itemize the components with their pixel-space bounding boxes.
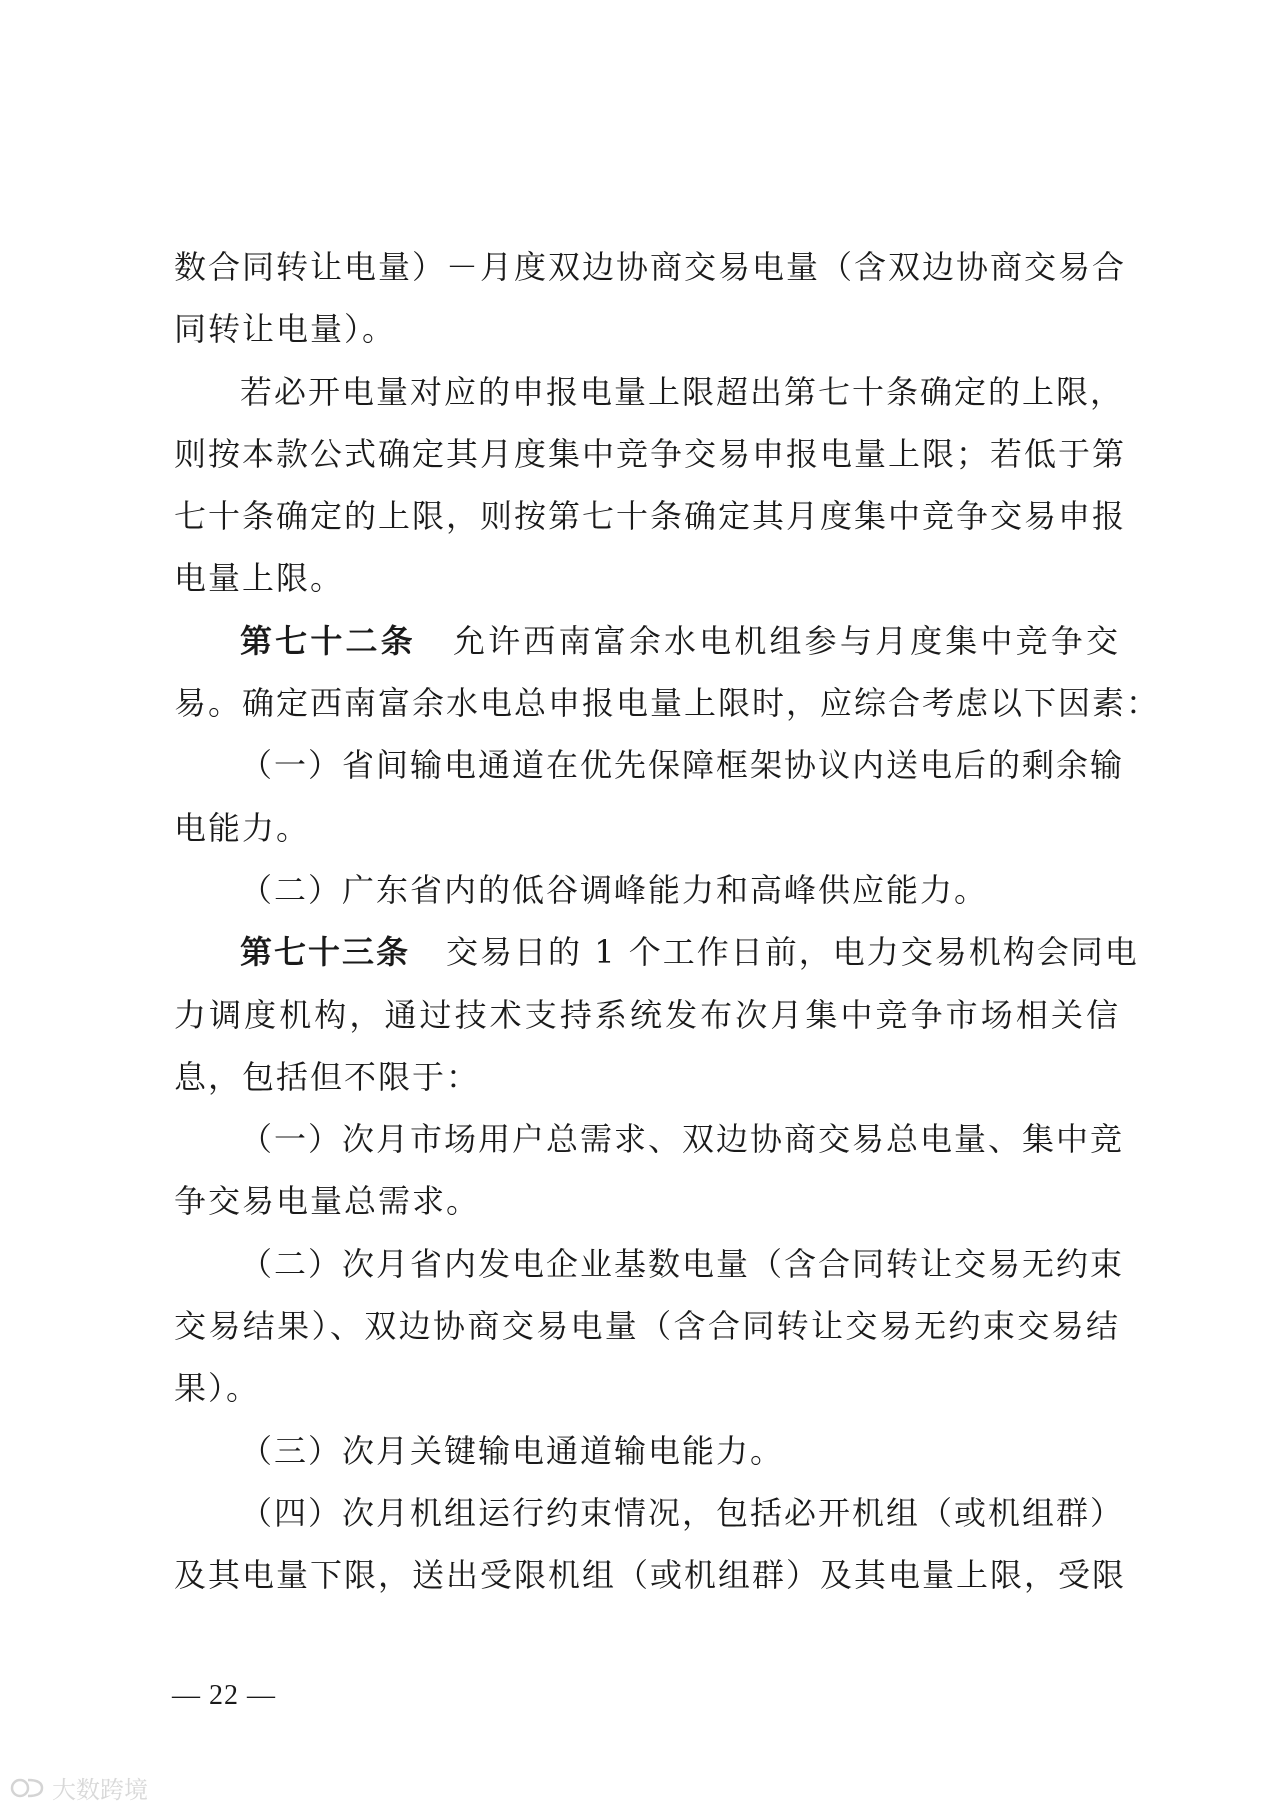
text-line: 若必开电量对应的申报电量上限超出第七十条确定的上限， bbox=[240, 372, 1125, 411]
text-line: （四）次月机组运行约束情况，包括必开机组（或机组群） bbox=[240, 1493, 1125, 1532]
text-line: 则按本款公式确定其月度集中竞争交易申报电量上限；若低于第 bbox=[174, 434, 1127, 473]
text-line: 同转让电量）。 bbox=[174, 310, 397, 349]
article-text: 交易日的 1 个工作日前，电力交易机构会同电 bbox=[446, 933, 1139, 972]
text-line: 力调度机构，通过技术支持系统发布次月集中竞争市场相关信 bbox=[174, 995, 1120, 1034]
text-line: （三）次月关键输电通道输电能力。 bbox=[240, 1431, 785, 1470]
text-line: 电量上限。 bbox=[174, 559, 345, 598]
article-heading: 第七十三条 bbox=[240, 933, 411, 972]
watermark-text: 大数跨境 bbox=[52, 1776, 148, 1804]
text-line: 果）。 bbox=[174, 1369, 261, 1408]
text-line: （一）次月市场用户总需求、双边协商交易总电量、集中竞 bbox=[240, 1120, 1125, 1159]
page-number: — 22 — bbox=[172, 1680, 276, 1711]
text-line: 易。确定西南富余水电总申报电量上限时，应综合考虑以下因素： bbox=[174, 684, 1161, 723]
text-line: 电能力。 bbox=[174, 808, 311, 847]
article-heading: 第七十二条 bbox=[240, 621, 416, 660]
watermark bbox=[10, 1770, 148, 1805]
text-line: 争交易电量总需求。 bbox=[174, 1182, 481, 1221]
text-line: 数合同转让电量）－月度双边协商交易电量（含双边协商交易合 bbox=[174, 248, 1127, 286]
text-line: 交易结果）、双边协商交易电量（含合同转让交易无约束交易结 bbox=[174, 1307, 1120, 1346]
text-line: 七十条确定的上限，则按第七十条确定其月度集中竞争交易申报 bbox=[174, 497, 1127, 536]
article-72-first-line bbox=[174, 610, 1120, 672]
document-body bbox=[174, 236, 1161, 1607]
text-line: （一）省间输电通道在优先保障框架协议内送电后的剩余输 bbox=[240, 746, 1125, 785]
text-line: 息，包括但不限于： bbox=[174, 1057, 481, 1096]
text-line: 及其电量下限，送出受限机组（或机组群）及其电量上限，受限 bbox=[174, 1556, 1127, 1595]
text-line: （二）广东省内的低谷调峰能力和高峰供应能力。 bbox=[240, 870, 989, 909]
article-text: 允许西南富余水电机组参与月度集中竞争交 bbox=[451, 621, 1120, 660]
text-line: （二）次月省内发电企业基数电量（含合同转让交易无约束 bbox=[240, 1244, 1125, 1283]
brand-logo-icon bbox=[10, 1775, 46, 1801]
article-73-first-line bbox=[174, 921, 1139, 983]
